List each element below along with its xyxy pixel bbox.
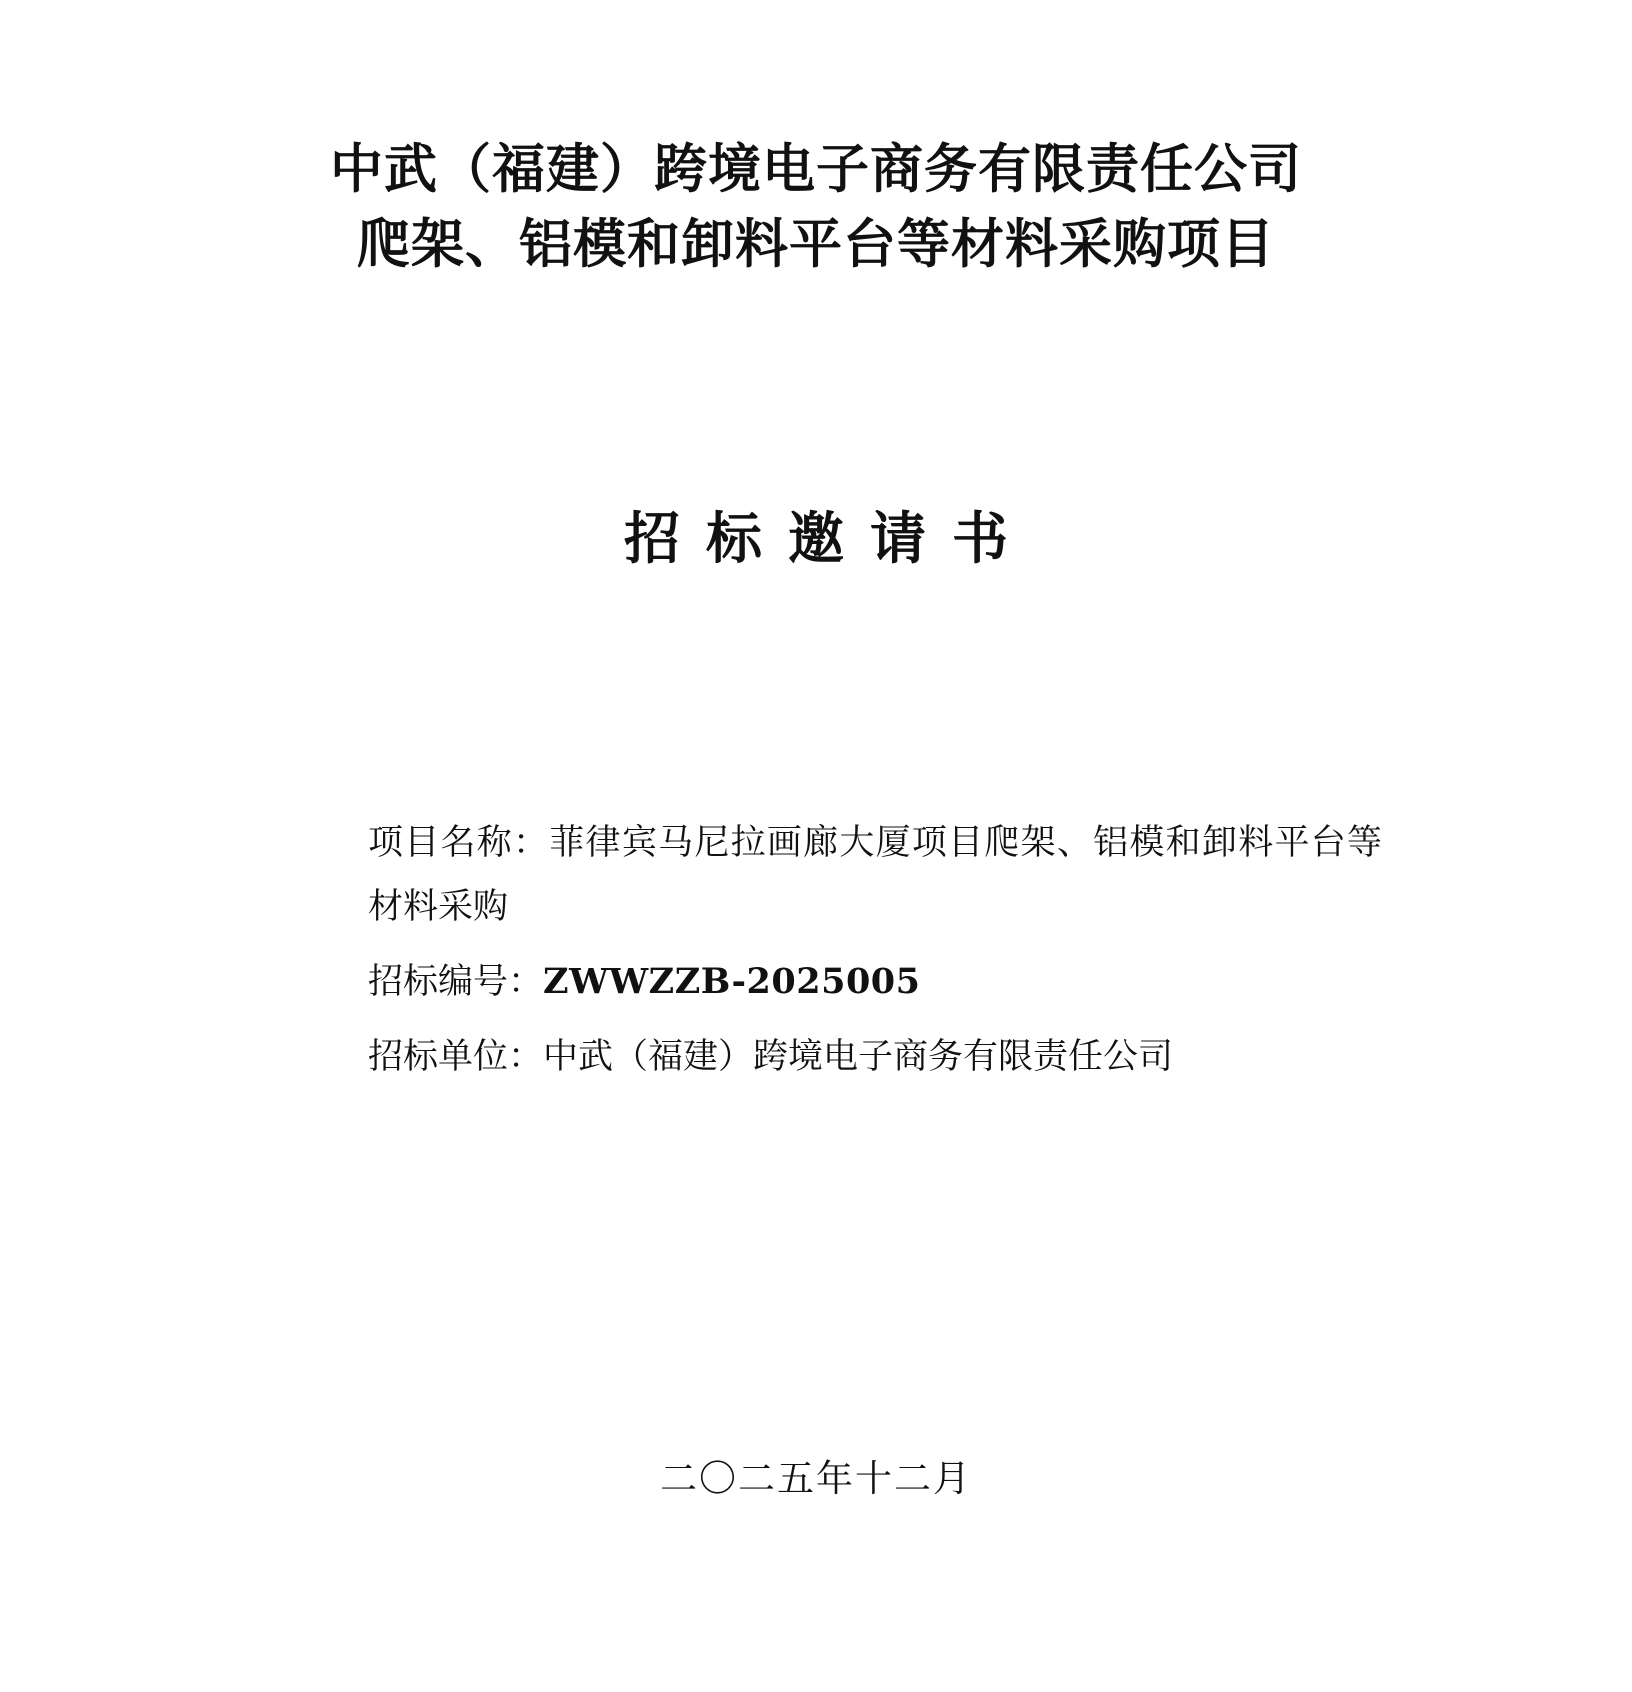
tender-unit-label: 招标单位： [368, 1036, 544, 1077]
project-name-value: 菲律宾马尼拉画廊大厦项目爬架、铝模和卸料平台等材料采购 [368, 822, 1382, 928]
info-row-tender-unit [368, 1025, 1382, 1090]
project-info-block [0, 811, 1632, 1090]
document-date: 二〇二五年十二月 [660, 1457, 972, 1500]
document-type-heading: 招标邀请书 [624, 505, 1034, 572]
cover-title [0, 132, 1632, 283]
tender-unit-value: 中武（福建）跨境电子商务有限责任公司 [543, 1036, 1174, 1077]
info-row-project-name [368, 811, 1382, 941]
info-row-tender-number [368, 950, 1382, 1015]
tender-number-value: ZWWZZB-2025005 [543, 961, 921, 1002]
cover-title-line-1: 中武（福建）跨境电子商务有限责任公司 [330, 138, 1302, 200]
tender-number-label: 招标编号： [368, 962, 544, 1002]
project-name-label: 项目名称： [368, 822, 550, 863]
cover-title-line-2: 爬架、铝模和卸料平台等材料采购项目 [357, 213, 1275, 276]
